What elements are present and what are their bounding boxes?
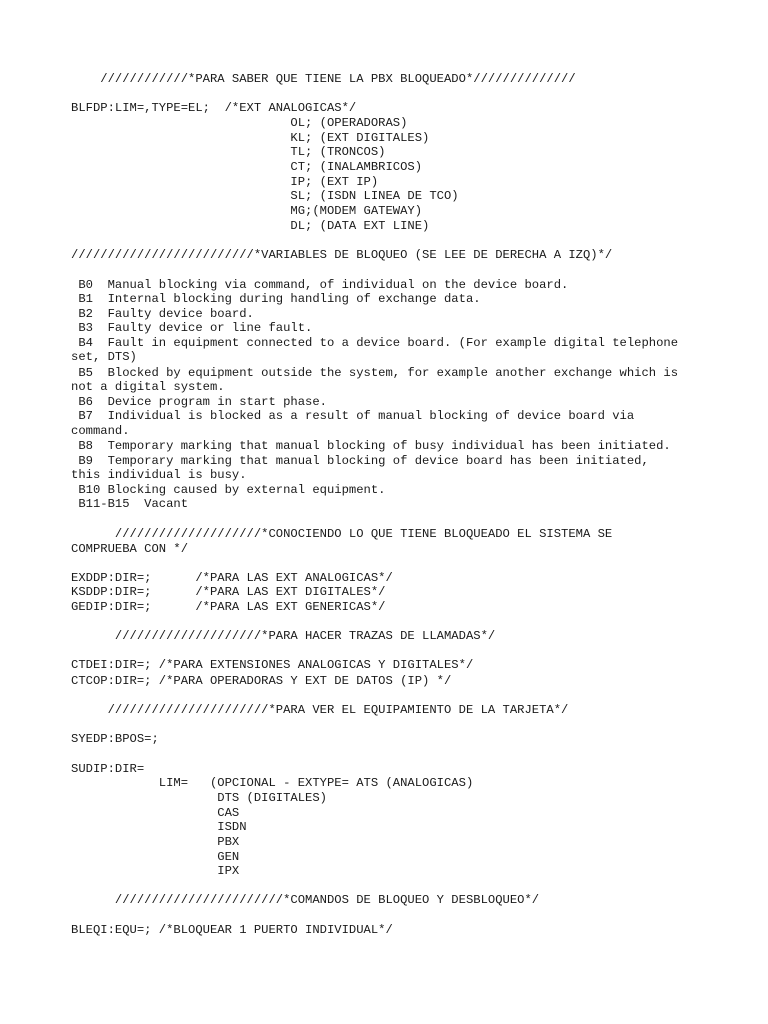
extype-gen: GEN xyxy=(71,850,240,864)
variable-b2: B2 Faulty device board. xyxy=(71,307,254,321)
command-ksddp: KSDDP:DIR=; /*PARA LAS EXT DIGITALES*/ xyxy=(71,585,386,599)
variable-b5-cont: not a digital system. xyxy=(71,380,225,394)
variable-b9-cont: this individual is busy. xyxy=(71,468,247,482)
command-ctdei: CTDEI:DIR=; /*PARA EXTENSIONES ANALOGICAS Y DIGITALES*/ xyxy=(71,658,474,672)
heading-board-equipment: //////////////////////*PARA VER EL EQUIPAMIENTO DE LA TARJETA*/ xyxy=(71,703,569,717)
variable-b0: B0 Manual blocking via command, of individual on the device board. xyxy=(71,278,569,292)
variable-b9: B9 Temporary marking that manual blocking of device board has been initiated, xyxy=(71,454,649,468)
variable-b7: B7 Individual is blocked as a result of manual blocking of device board via xyxy=(71,409,635,423)
option-kl: KL; (EXT DIGITALES) xyxy=(71,131,430,145)
heading-call-traces: ////////////////////*PARA HACER TRAZAS DE LLAMADAS*/ xyxy=(71,629,496,643)
extype-isdn: ISDN xyxy=(71,820,247,834)
command-sudip: SUDIP:DIR= xyxy=(71,762,145,776)
command-gedip: GEDIP:DIR=; /*PARA LAS EXT GENERICAS*/ xyxy=(71,600,386,614)
option-dl: DL; (DATA EXT LINE) xyxy=(71,219,430,233)
variable-b10: B10 Blocking caused by external equipment. xyxy=(71,483,386,497)
extype-ipx: IPX xyxy=(71,864,240,878)
option-ct: CT; (INALAMBRICOS) xyxy=(71,160,423,174)
variable-b4-cont: set, DTS) xyxy=(71,350,137,364)
option-sl: SL; (ISDN LINEA DE TCO) xyxy=(71,189,459,203)
command-blfdp: BLFDP:LIM=,TYPE=EL; /*EXT ANALOGICAS*/ xyxy=(71,101,357,115)
command-exddp: EXDDP:DIR=; /*PARA LAS EXT ANALOGICAS*/ xyxy=(71,571,393,585)
command-bleqi: BLEQI:EQU=; /*BLOQUEAR 1 PUERTO INDIVIDUAL*/ xyxy=(71,923,393,937)
heading-pbx-blocked: ////////////*PARA SABER QUE TIENE LA PBX BLOQUEADO*////////////// xyxy=(71,72,576,86)
heading-block-unblock-commands: ///////////////////////*COMANDOS DE BLOQUEO Y DESBLOQUEO*/ xyxy=(71,893,540,907)
extype-cas: CAS xyxy=(71,806,240,820)
variable-b3: B3 Faulty device or line fault. xyxy=(71,321,313,335)
option-ip: IP; (EXT IP) xyxy=(71,175,379,189)
sudip-lim-option: LIM= (OPCIONAL - EXTYPE= ATS (ANALOGICAS) xyxy=(71,776,474,790)
variable-b6: B6 Device program in start phase. xyxy=(71,395,327,409)
option-ol: OL; (OPERADORAS) xyxy=(71,116,408,130)
variable-b4: B4 Fault in equipment connected to a device board. (For example digital telephone xyxy=(71,336,679,350)
command-syedp: SYEDP:BPOS=; xyxy=(71,732,159,746)
variable-b7-cont: command. xyxy=(71,424,130,438)
variable-b1: B1 Internal blocking during handling of exchange data. xyxy=(71,292,481,306)
heading-check-blocked: ////////////////////*CONOCIENDO LO QUE TIENE BLOQUEADO EL SISTEMA SE xyxy=(71,527,613,541)
variable-b8: B8 Temporary marking that manual blocking of busy individual has been initiated. xyxy=(71,439,671,453)
heading-blocking-variables: /////////////////////////*VARIABLES DE BLOQUEO (SE LEE DE DERECHA A IZQ)*/ xyxy=(71,248,613,262)
variable-b11-b15: B11-B15 Vacant xyxy=(71,497,189,511)
command-ctcop: CTCOP:DIR=; /*PARA OPERADORAS Y EXT DE DATOS (IP) */ xyxy=(71,674,452,688)
extype-dts: DTS (DIGITALES) xyxy=(71,791,327,805)
extype-pbx: PBX xyxy=(71,835,240,849)
option-tl: TL; (TRONCOS) xyxy=(71,145,386,159)
variable-b5: B5 Blocked by equipment outside the system, for example another exchange which is xyxy=(71,366,679,380)
option-mg: MG;(MODEM GATEWAY) xyxy=(71,204,423,218)
heading-check-blocked-cont: COMPRUEBA CON */ xyxy=(71,542,189,556)
